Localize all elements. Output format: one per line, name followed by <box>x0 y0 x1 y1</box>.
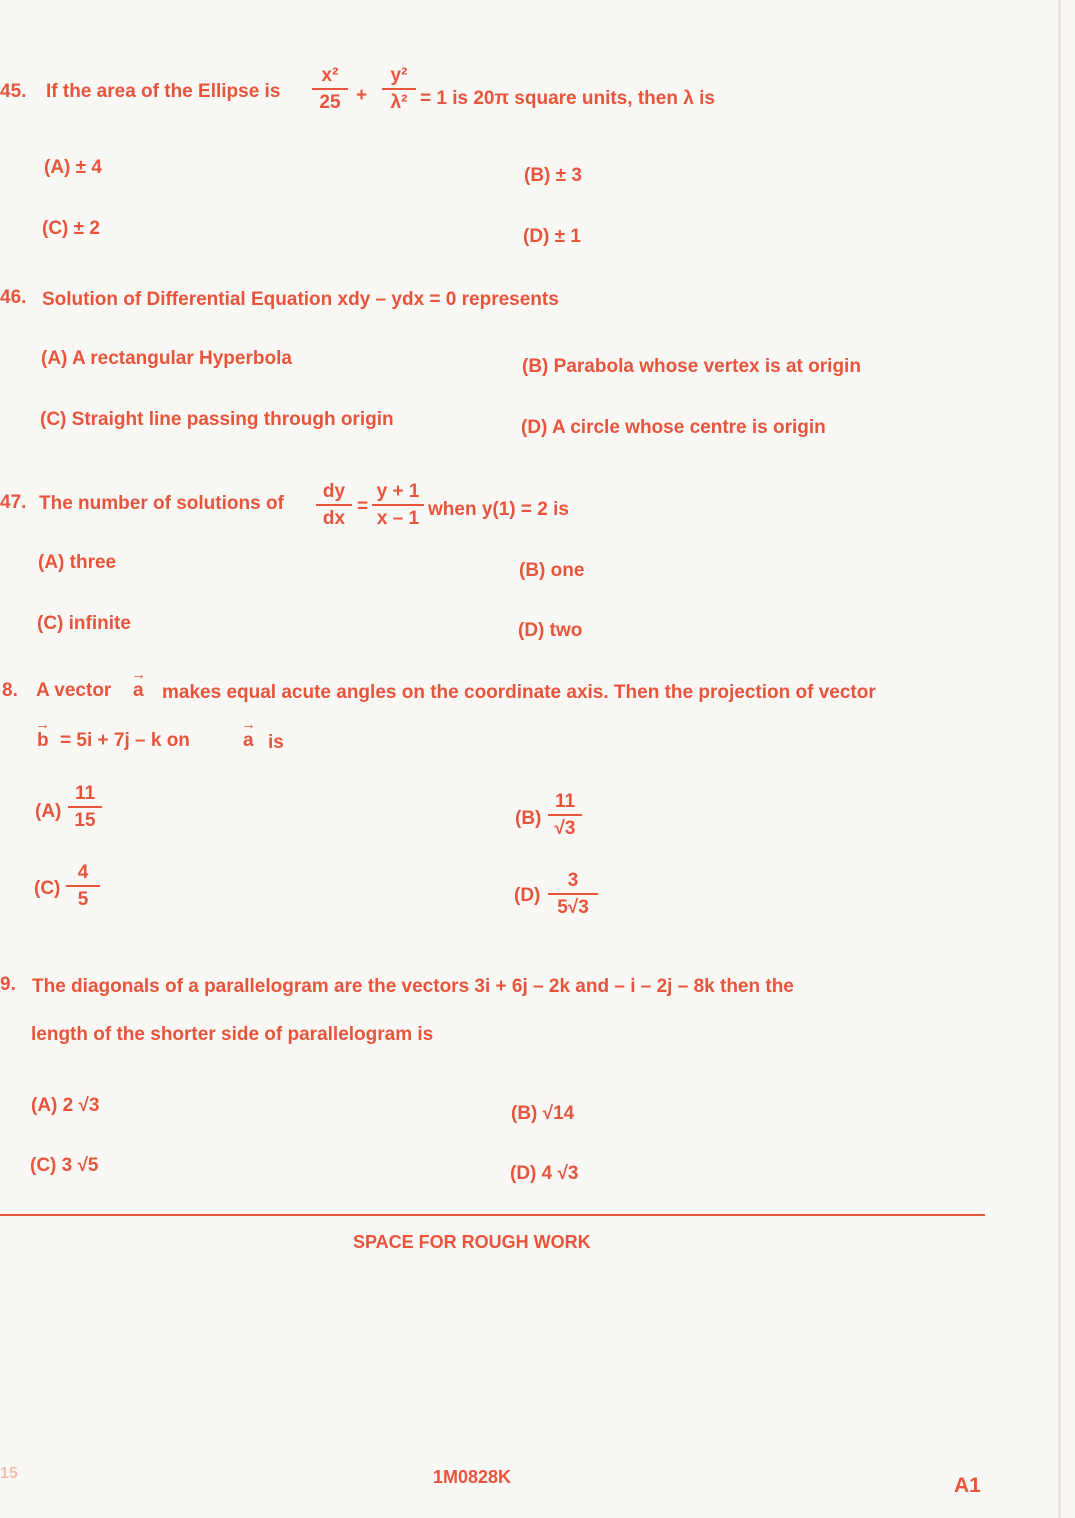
question-text: length of the shorter side of parallelogram is <box>31 1024 434 1045</box>
booklet-code: 1M0828K <box>433 1467 512 1487</box>
option-c[interactable]: (C) Straight line passing through origin <box>40 409 394 430</box>
fraction <box>316 482 352 528</box>
option-c-fraction[interactable] <box>66 863 100 909</box>
question-text: makes equal acute angles on the coordinate axis. Then the projection of vector <box>162 682 876 703</box>
arrow-icon: → <box>241 716 256 733</box>
numerator: dy <box>322 481 346 502</box>
fraction <box>372 482 424 528</box>
vector-a: → a <box>241 716 256 751</box>
numerator: 11 <box>554 791 576 812</box>
fraction <box>382 66 416 112</box>
question-text: when y(1) = 2 is <box>428 499 569 520</box>
option-d[interactable]: (D) ± 1 <box>523 226 581 247</box>
numerator: 3 <box>567 870 579 891</box>
question-number: 9. <box>0 974 16 995</box>
rough-work-heading: SPACE FOR ROUGH WORK <box>353 1232 591 1252</box>
option-d[interactable]: (D) 4 √3 <box>510 1163 579 1184</box>
question-text: The number of solutions of <box>39 493 284 514</box>
denominator: 25 <box>319 92 341 113</box>
fraction <box>312 66 348 112</box>
series-code: A1 <box>954 1474 981 1497</box>
option-a[interactable]: (A) three <box>38 552 117 573</box>
denominator: x – 1 <box>376 508 420 529</box>
question-text: = 5i + 7j – k on <box>60 730 190 751</box>
denominator: dx <box>322 508 346 529</box>
denominator: 5 <box>77 889 89 910</box>
operator: = <box>357 496 369 517</box>
option-d-label[interactable]: (D) <box>514 885 541 906</box>
numerator: y² <box>390 65 408 86</box>
question-text: Solution of Differential Equation xdy – ydx = 0 represents <box>42 289 559 310</box>
option-d[interactable]: (D) A circle whose centre is origin <box>521 417 826 438</box>
numerator: 11 <box>74 783 96 804</box>
question-text: If the area of the Ellipse is <box>46 81 281 102</box>
option-c[interactable]: (C) 3 √5 <box>30 1155 99 1176</box>
arrow-icon: → <box>131 666 146 683</box>
option-a-label[interactable]: (A) <box>35 801 62 822</box>
option-a-fraction[interactable] <box>68 784 102 830</box>
arrow-icon: → <box>35 716 50 733</box>
question-number: 8. <box>2 680 18 701</box>
question-number: 47. <box>0 492 27 513</box>
denominator: λ² <box>390 92 408 113</box>
vector-b: → b <box>35 716 50 751</box>
denominator: 15 <box>74 810 96 831</box>
option-a[interactable]: (A) A rectangular Hyperbola <box>41 348 292 369</box>
numerator: y + 1 <box>376 481 420 502</box>
option-a[interactable]: (A) ± 4 <box>44 157 102 178</box>
divider <box>0 1214 985 1216</box>
option-b-fraction[interactable] <box>548 792 582 838</box>
numerator: x² <box>321 65 339 86</box>
option-c-label[interactable]: (C) <box>34 878 61 899</box>
denominator: √3 <box>554 818 576 839</box>
option-b[interactable]: (B) one <box>519 560 585 581</box>
question-text: = 1 is 20π square units, then λ is <box>420 88 715 109</box>
option-b[interactable]: (B) ± 3 <box>524 165 582 186</box>
option-c[interactable]: (C) infinite <box>37 613 131 634</box>
option-c[interactable]: (C) ± 2 <box>42 218 100 239</box>
page-number: 15 <box>0 1465 18 1482</box>
option-b[interactable]: (B) Parabola whose vertex is at origin <box>522 356 861 377</box>
denominator: 5√3 <box>557 897 589 918</box>
question-number: 46. <box>0 287 27 308</box>
option-b-label[interactable]: (B) <box>515 808 542 829</box>
vector-a: → a <box>131 666 146 701</box>
question-text: A vector <box>36 680 112 701</box>
numerator: 4 <box>77 862 89 883</box>
question-number: 45. <box>0 81 27 102</box>
option-d-fraction[interactable] <box>548 871 598 917</box>
option-a[interactable]: (A) 2 √3 <box>31 1095 100 1116</box>
option-d[interactable]: (D) two <box>518 620 583 641</box>
option-b[interactable]: (B) √14 <box>511 1103 575 1124</box>
question-text: The diagonals of a parallelogram are the vectors 3i + 6j – 2k and – i – 2j – 8k then the <box>32 976 794 997</box>
question-text: is <box>268 732 284 753</box>
page-edge <box>1058 0 1061 1518</box>
operator: + <box>356 85 368 106</box>
